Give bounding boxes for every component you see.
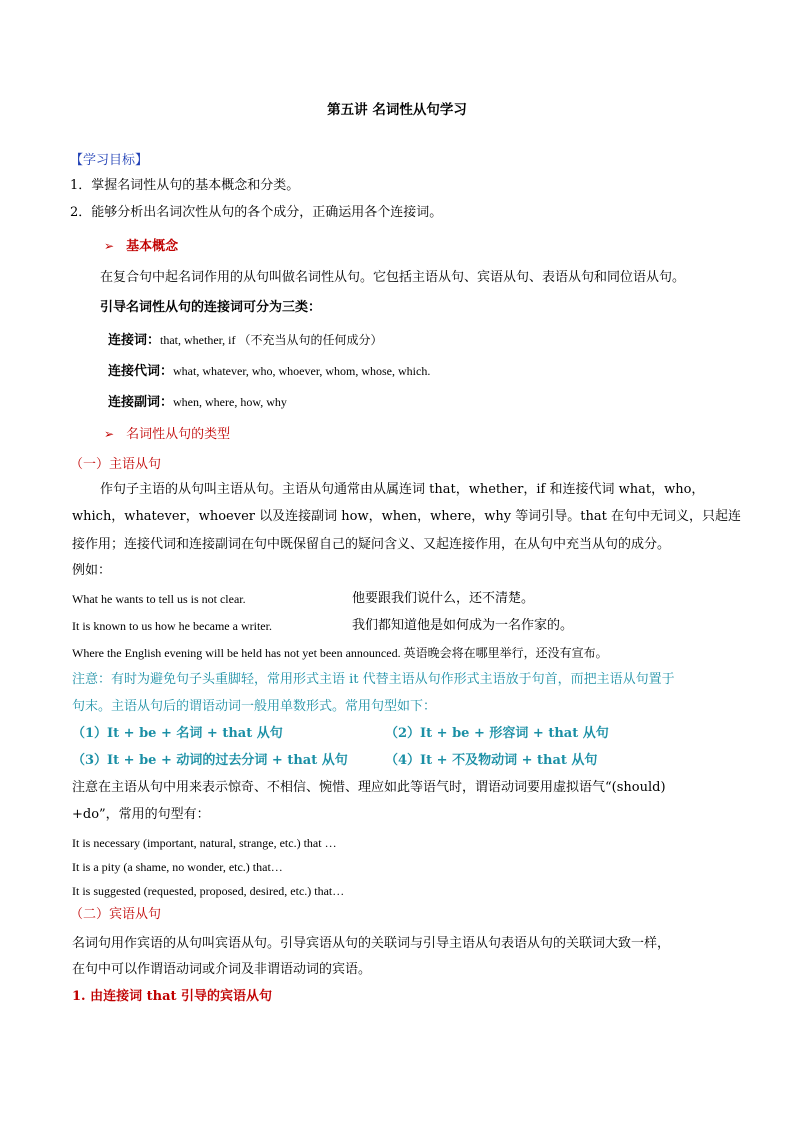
connector-row-adverb [108,394,287,411]
subject-para-line: 作句子主语的从句叫主语从句。主语从句通常由从属连词 that，whether，if 和连接代词 what，who， [100,482,705,497]
subject-para-line: which，whatever，whoever 以及连接副词 how，when，where，why 等词引导。that 在句中无词义，只起连 [72,509,741,524]
section-basic-title: 基本概念 [126,239,179,254]
goal-item-2: 2．能够分析出名词次性从句的各个成分，正确运用各个连接词。 [70,205,443,220]
note-line: 注意：有时为避免句子头重脚轻，常用形式主语 it 代替主语从句作形式主语放于句首，而把主语从句置于 [72,672,675,687]
example-zh: 他要跟我们说什么，还不清楚。 [352,591,535,606]
subjunctive-example: It is suggested (requested, proposed, desired, etc.) that… [72,884,345,898]
basic-intro: 在复合句中起名词作用的从句叫做名词性从句。它包括主语从句、宾语从句、表语从句和同位语从句。 [100,270,686,285]
pattern-4: （4）It + 不及物动词 + that 从句 [385,753,598,768]
subjunctive-note-line: +do”，常用的句型有： [72,807,210,822]
subject-para-line: 接作用；连接代词和连接副词在句中既保留自己的疑问含义、又起连接作用，在从句中充当从句的成分。 [72,537,671,552]
object-clause-heading: （二）宾语从句 [70,907,162,922]
arrow-right-icon: ➢ [104,427,115,441]
example-en: What he wants to tell us is not clear. [72,592,246,606]
object-subheading: 1. 由连接词 that 引导的宾语从句 [72,989,273,1004]
example-zh: 我们都知道他是如何成为一名作家的。 [352,618,574,633]
example-mixed: Where the English evening will be held has not yet been announced. 英语晚会将在哪里举行，还没有宣布。 [72,646,608,660]
subject-para-line: 例如： [72,563,112,578]
note-line: 句末。主语从句后的谓语动词一般用单数形式。常用句型如下： [72,699,437,714]
subjunctive-example: It is a pity (a shame, no wonder, etc.) that… [72,860,283,874]
object-para-line: 在句中可以作谓语动词或介词及非谓语动词的宾语。 [72,962,372,977]
pattern-3: （3）It + be + 动词的过去分词 + that 从句 [72,753,348,768]
connector-label: 连接副词： [108,395,174,410]
subjunctive-note-line: 注意在主语从句中用来表示惊奇、不相信、惋惜、理应如此等语气时，谓语动词要用虚拟语气“(should) [72,780,666,795]
connector-label: 连接词： [108,333,161,348]
object-para-line: 名词句用作宾语的从句叫宾语从句。引导宾语从句的关联词与引导主语从句表语从句的关联词大致一样， [72,936,671,951]
connector-text: what, whatever, who, whoever, whom, whose, which. [173,364,431,378]
goals-heading: 【学习目标】 [70,153,149,168]
connector-label: 连接代词： [108,364,174,379]
subject-clause-heading: （一）主语从句 [70,457,162,472]
goal-item-1: 1．掌握名词性从句的基本概念和分类。 [70,178,300,193]
pattern-2: （2）It + be + 形容词 + that 从句 [385,726,609,741]
connector-text: that, whether, if （不充当从句的任何成分） [160,333,383,347]
subjunctive-example: It is necessary (important, natural, strange, etc.) that … [72,836,337,850]
connectors-heading: 引导名词性从句的连接词可分为三类： [100,300,322,315]
pattern-1: （1）It + be + 名词 + that 从句 [72,726,283,741]
connector-text: when, where, how, why [173,395,287,409]
page-title: 第五讲 名词性从句学习 [327,102,467,118]
section-types-title: 名词性从句的类型 [126,427,231,442]
arrow-right-icon: ➢ [104,239,115,253]
section-types-heading [104,426,230,443]
section-basic-heading [104,238,178,255]
connector-row-pronoun [108,363,430,380]
example-en: It is known to us how he became a writer. [72,619,272,633]
connector-row-conj [108,332,383,349]
